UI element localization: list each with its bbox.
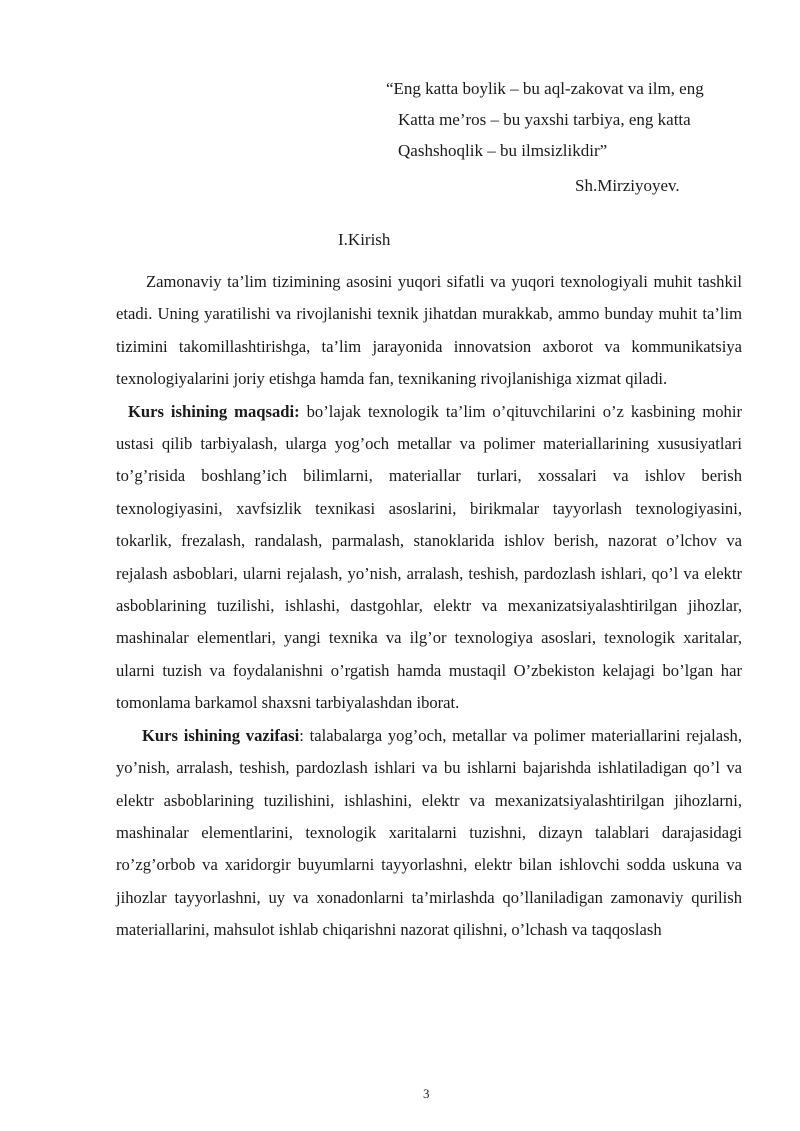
goal-lead: Kurs ishining maqsadi: [128, 401, 300, 421]
tasks-text: : talabalarga yog’och, metallar va polimer materiallarini rejalash, yo’nish, arralash, teshish, pardozlash ishlari va bu ishlarni bajarishda ishlatiladigan qo’l va elektr asboblarining tuzilishini, ishlashini, elektr va mexanizatsiyalashtirilgan jihozlarni, mashinalar elementlarini, texnologik xaritalarni tuzishni, dizayn talablari darajasidagi ro’zg’orbob va xaridorgir buyumlarni tayyorlashni, elektr bilan ishlovchi sodda uskuna va jihozlar tayyorlashni, uy va xonadonlarni ta’mirlashda qo’llaniladigan zamonaviy qurilish materiallarini, mahsulot ishlab chiqarishni nazorat qilishni, o’lchash va taqqoslash [116, 725, 742, 940]
tasks-lead: Kurs ishining vazifasi [142, 725, 300, 745]
goal-paragraph [116, 396, 742, 720]
epigraph-line-3: Qashshoqlik – bu ilmsizlikdir” [398, 141, 608, 160]
tasks-paragraph [116, 720, 742, 947]
epigraph-line-2: Katta me’ros – bu yaxshi tarbiya, eng katta [398, 110, 691, 129]
epigraph-author: Sh.Mirziyoyev. [575, 176, 680, 195]
section-title: I.Kirish [338, 230, 391, 249]
body-text [116, 266, 742, 947]
goal-text: bo’lajak texnologik ta’lim o’qituvchilarini o’z kasbining mohir ustasi qilib tarbiyalash, ularga yog’och metallar va polimer materiallarining xususiyatlari to’g’risida boshlang’ich bilimlarni, materiallar turlari, xossalari va ishlov berish texnologiyasini, xavfsizlik texnikasi asoslarini, birikmalar tayyorlash texnologiyasini, tokarlik, frezalash, randalash, parmalash, stanoklarida ishlov berish, nazorat o’lchov va rejalash asboblari, ularni rejalash, yo’nish, arralash, teshish, pardozlash ishlari, qo’l va elektr asboblarining tuzilishi, ishlashi, dastgohlar, elektr va mexanizatsiyalashtirilgan jihozlar, mashinalar elementlari, yangi texnika va ilg’or texnologiya asoslari, texnologik xaritalar, ularni tuzish va foydalanishni o’rgatish hamda mustaqil O’zbekiston kelajagi bo’lgan har tomonlama barkamol shaxsni tarbiyalashdan iborat. [116, 401, 742, 713]
page-number: 3 [423, 1086, 430, 1101]
epigraph-line-1: “Eng katta boylik – bu aql-zakovat va ilm, eng [386, 79, 704, 98]
intro-paragraph: Zamonaviy ta’lim tizimining asosini yuqori sifatli va yuqori texnologiyali muhit tashkil etadi. Uning yaratilishi va rivojlanishi texnik jihatdan murakkab, ammo bunday muhit ta’lim tizimini takomillashtirishga, ta’lim jarayonida innovatsion axborot va kommunikatsiya texnologiyalarini joriy etishga hamda fan, texnikaning rivojlanishiga xizmat qiladi. [116, 272, 742, 389]
